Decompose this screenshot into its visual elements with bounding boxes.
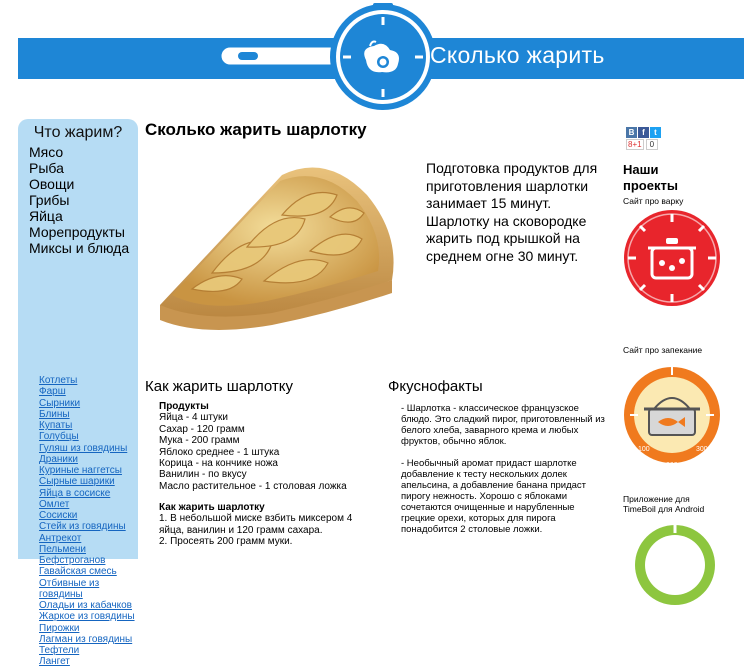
steps-title: Как жарить шарлотку	[159, 502, 265, 513]
charlotte-pie-image	[152, 155, 402, 335]
fact-item: - Необычный аромат придаст шарлотке добавление к тесту нескольких долек апельсина, а добавление банана придаст пирогу нежность. Хорошо с яблоками сочетаются очищенные и нарубленные грецкие орехи, которых для пирога понадобится 2 столовые ложки.	[401, 458, 587, 535]
steps-block	[159, 502, 379, 548]
category-link[interactable]: Мясо	[29, 144, 64, 160]
dial-label: 100	[638, 446, 650, 453]
category-link[interactable]: Морепродукты	[29, 224, 125, 240]
project-caption-bake[interactable]: Сайт про запекание	[623, 345, 703, 355]
subcategory-link[interactable]: Гавайская смесь	[39, 566, 117, 578]
subcategory-link[interactable]: Омлет	[39, 498, 70, 510]
gplus-count: 0	[646, 139, 658, 150]
ingredient-item: Яблоко среднее - 1 штука	[159, 446, 280, 458]
category-link[interactable]: Миксы и блюда	[29, 240, 130, 256]
gplus-button[interactable]: 8+1	[628, 140, 642, 149]
subcategory-link[interactable]: Отбивные из говядины	[39, 577, 100, 600]
ingredient-item: Корица - на кончике ножа	[159, 458, 278, 470]
subcategory-list	[29, 375, 137, 668]
how-to-heading: Как жарить шарлотку	[145, 378, 294, 395]
subcategory-link[interactable]: Тефтели	[39, 645, 80, 656]
category-link[interactable]: Рыба	[29, 160, 64, 176]
subcategory-link[interactable]: Лангет	[39, 656, 70, 668]
subcategory-link[interactable]: Бефстроганов	[39, 555, 106, 566]
dial-label: 300	[696, 446, 708, 453]
subcategory-link[interactable]: Оладьи из кабачков	[39, 600, 132, 611]
category-list	[29, 144, 129, 256]
subcategory-link[interactable]: Драники	[39, 453, 78, 465]
ingredients-title: Продукты	[159, 401, 209, 412]
category-link[interactable]: Яйца	[29, 208, 63, 224]
frying-pan-logo-icon[interactable]	[220, 2, 450, 112]
subcategory-link[interactable]: Лагман из говядины	[39, 633, 133, 645]
facts-block	[401, 403, 611, 546]
intro-text: Подготовка продуктов для приготовления шарлотки занимает 15 минут. Шарлотку на сковородке жарить под крышкой на среднем огне 30 минут.	[426, 160, 598, 264]
subcategory-link[interactable]: Антрекот	[39, 532, 82, 544]
subcategory-link[interactable]: Яйца в сосиске	[39, 487, 111, 499]
social-buttons	[626, 122, 662, 140]
subcategory-link[interactable]: Гуляш из говядины	[39, 442, 128, 454]
dial-label: 200	[666, 462, 678, 469]
subcategory-link[interactable]: Пельмени	[39, 543, 87, 555]
project-caption-boil[interactable]: Сайт про варку	[623, 196, 684, 206]
project-caption-android[interactable]: Приложение для TimeBoil для Android	[623, 494, 705, 514]
fact-item: - Шарлотка - классическое французское блюдо. Это сладкий пирог, приготовленный из белого хлеба, заварного крема и любых фруктов, обычно яблок.	[401, 403, 605, 447]
twitter-share-icon[interactable]: t	[650, 127, 661, 138]
subcategory-link[interactable]: Блины	[39, 408, 70, 420]
subcategory-link[interactable]: Жаркое из говядины	[39, 611, 135, 623]
subcategory-link[interactable]: Куриные наггетсы	[39, 465, 122, 476]
android-app-icon[interactable]	[630, 520, 720, 550]
bake-oven-icon[interactable]	[622, 355, 722, 475]
ingredient-item: Мука - 200 грамм	[159, 435, 240, 447]
ingredient-item: Ванилин - по вкусу	[159, 469, 247, 481]
subcategory-link[interactable]: Купаты	[39, 420, 73, 431]
facts-heading: Фкуснофакты	[388, 378, 483, 395]
vk-share-icon[interactable]: В	[626, 127, 637, 138]
projects-heading: Наши проекты	[623, 162, 678, 193]
subcategory-link[interactable]: Фарш	[39, 386, 66, 398]
facebook-share-icon[interactable]: f	[638, 127, 649, 138]
ingredients-block	[159, 401, 379, 492]
gplus-widget	[626, 139, 658, 150]
step-item: 1. В небольшой миске взбить миксером 4 яйца, ванилин и 120 грамм сахара.	[159, 513, 353, 536]
ingredient-item: Масло растительное - 1 столовая ложка	[159, 480, 347, 492]
ingredient-item: Сахар - 120 грамм	[159, 423, 245, 435]
subcategory-link[interactable]: Сосиски	[39, 510, 78, 521]
step-item: 2. Просеять 200 грамм муки.	[159, 536, 293, 548]
subcategory-link[interactable]: Сырные шарики	[39, 476, 115, 488]
subcategory-link[interactable]: Пирожки	[39, 622, 80, 634]
sidebar-title: Что жарим?	[33, 124, 123, 141]
boil-pot-icon[interactable]	[622, 208, 722, 308]
subcategory-link[interactable]: Голубцы	[39, 431, 79, 443]
page-title: Сколько жарить шарлотку	[145, 120, 367, 139]
category-link[interactable]: Овощи	[29, 176, 75, 192]
category-link[interactable]: Грибы	[29, 192, 70, 208]
subcategory-link[interactable]: Сырники	[39, 397, 81, 409]
subcategory-link[interactable]: Котлеты	[39, 375, 78, 386]
site-title[interactable]: Сколько жарить	[430, 42, 605, 68]
subcategory-link[interactable]: Стейк из говядины	[39, 521, 126, 533]
category-sidebar	[18, 119, 138, 668]
ingredient-item: Яйца - 4 штуки	[159, 412, 228, 424]
